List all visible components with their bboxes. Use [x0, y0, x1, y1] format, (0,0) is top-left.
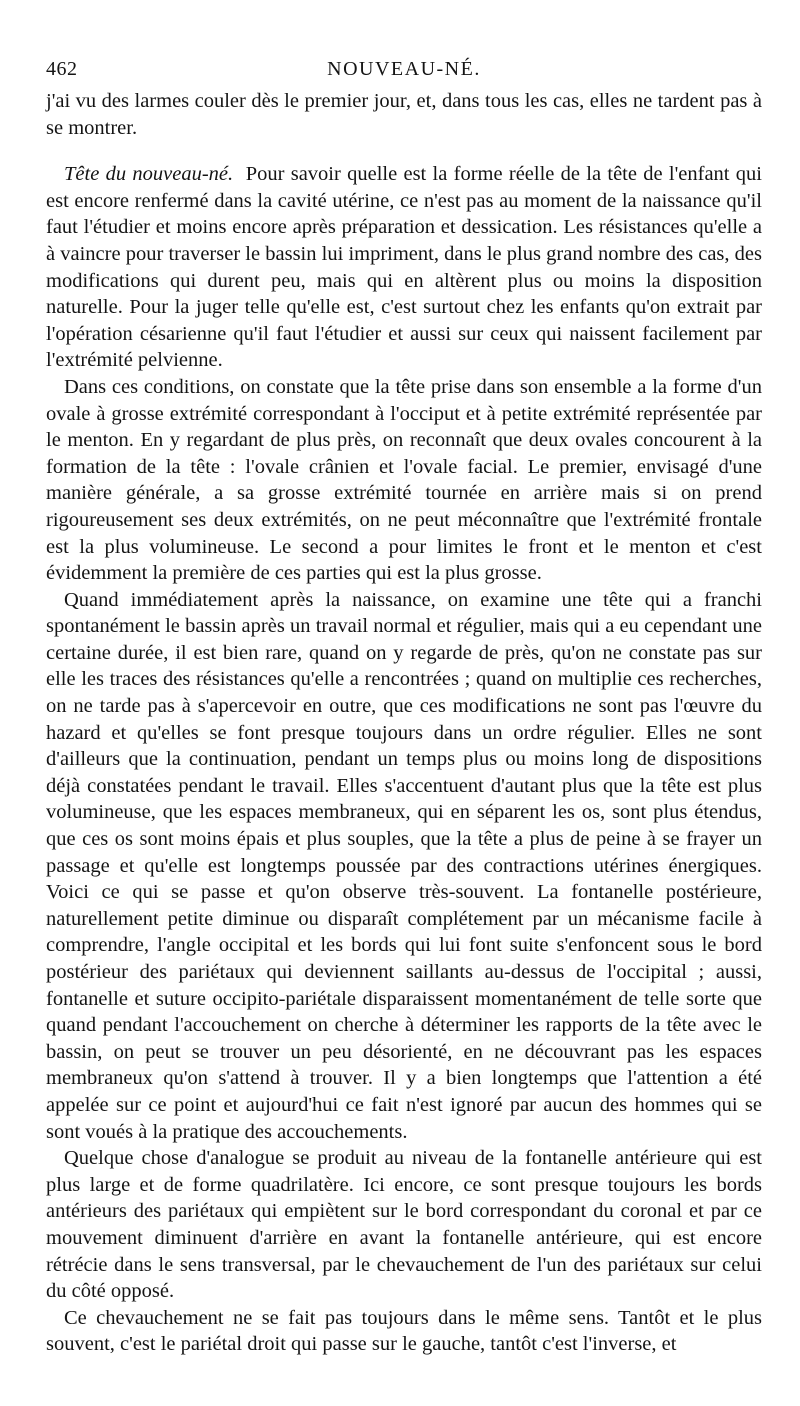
paragraph: Dans ces conditions, on constate que la tête prise dans son ensemble a la forme d'un ovale à grosse extrémité correspondant à l'occiput et à petite extrémité représentée par le menton. En y regardant de plus près, on reconnaît que deux ovales concourent à la formation de la tête : l'ovale crânien et l'ovale facial. Le premier, envisagé d'une manière générale, a sa grosse extrémité tournée en arrière mais si on prend rigoureusement ses deux extrémités, on ne peut méconnaître que l'extrémité frontale est la plus volumineuse. Le second a pour limites le front et le menton et c'est évidemment la première de ces parties qui est la plus grosse. [46, 375, 762, 585]
paragraph-continuation: j'ai vu des larmes couler dès le premier jour, et, dans tous les cas, elles ne tardent pas à se montrer. [46, 90, 762, 139]
page-number: 462 [46, 58, 78, 80]
body-text [46, 88, 762, 1358]
paragraph: Quelque chose d'analogue se produit au niveau de la fontanelle antérieure qui est plus large et de forme quadrilatère. Ici encore, ce sont presque toujours les bords antérieurs des pariétaux qui empiètent sur le bord correspondant du coronal et par ce mouvement diminuent d'arrière en avant la fontanelle antérieure, qui est encore rétrécie dans le sens transversal, par le chevauchement de l'un des pariétaux sur celui du côté opposé. [46, 1147, 762, 1303]
paragraph-section-start [46, 161, 762, 374]
section-spacer [46, 141, 762, 161]
section-heading: Tête du nouveau-né. [64, 163, 234, 186]
paragraph: Quand immédiatement après la naissance, on examine une tête qui a franchi spontanément le bassin après un travail normal et régulier, mais qui a eu cependant une certaine durée, il est bien rare, quand on y regarde de près, qu'on ne constate pas sur elle les traces des résistances qu'elle a rencontrées ; quand on multiplie ces recherches, on ne tarde pas à s'apercevoir en outre, que ces modifications ne sont pas l'œuvre du hazard et qu'elles se font presque toujours dans un ordre régulier. Elles ne sont d'ailleurs que la continuation, pendant un temps plus ou moins long de dispositions déjà constatées pendant le travail. Elles s'accentuent d'autant plus que la tête est plus volumineuse, que les espaces membraneux, qui en séparent les os, sont plus étendus, que ces os sont moins épais et plus souples, que la tête a plus de peine à se frayer un passage et qu'elle est longtemps poussée par des contractions utérines énergiques. Voici ce qui se passe et qu'on observe très-souvent. La fontanelle postérieure, naturellement petite diminue ou disparaît complétement par un mécanisme facile à comprendre, l'angle occipital et les bords qui lui font suite s'enfoncent sous le bord postérieur des pariétaux qui deviennent saillants au-dessus de l'occipital ; aussi, fontanelle et suture occipito-pariétale disparaissent momentanément de telle sorte que quand pendant l'accouchement on cherche à déterminer les rapports de la tête avec le bassin, on peut se trouver un peu désorienté, en ne découvrant pas les espaces membraneux qu'on s'attend à trouver. Il y a bien longtemps que l'attention a été appelée sur ce point et aujourd'hui ce fait n'est ignoré par aucun des hommes qui se sont voués à la pratique des accouchements. [46, 588, 762, 1143]
page-header [46, 58, 762, 88]
running-title: NOUVEAU-NÉ. [327, 58, 481, 80]
paragraph: Ce chevauchement ne se fait pas toujours dans le même sens. Tantôt et le plus souvent, c'est le pariétal droit qui passe sur le gauche, tantôt c'est l'inverse, et [46, 1306, 762, 1356]
paragraph-text: Pour savoir quelle est la forme réelle de la tête de l'enfant qui est encore renfermé dans la cavité utérine, ce n'est pas au moment de la naissance qu'il faut l'étudier et moins encore après préparation et dessication. Les résistances qu'elle a à vaincre pour traverser le bassin lui impriment, dans le plus grand nombre des cas, des modifications qui durent peu, mais qui en altèrent plus ou moins la disposition naturelle. Pour la juger telle qu'elle est, c'est surtout chez les enfants qu'on extrait par l'opération césarienne qu'il faut l'étudier et aussi sur ceux qui naissent facilement par l'extrémité pelvienne. [46, 163, 762, 372]
